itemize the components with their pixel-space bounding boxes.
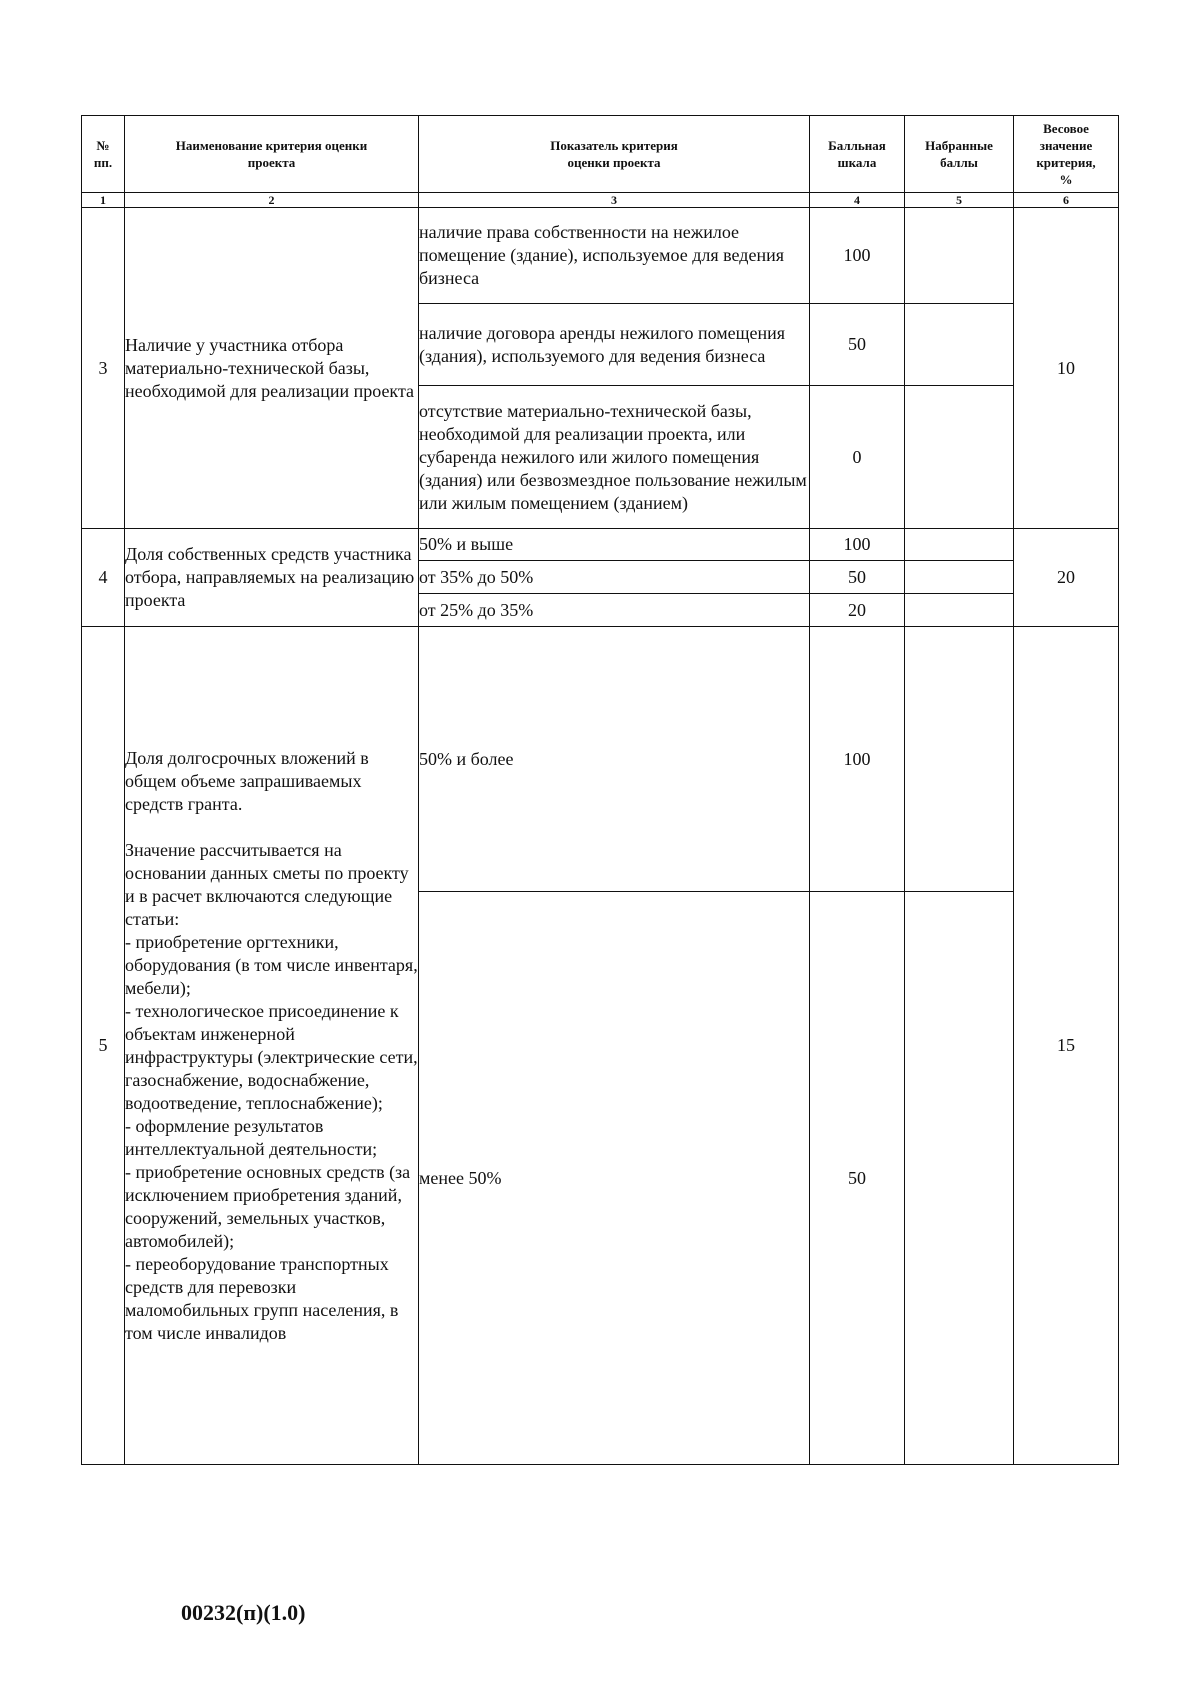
header-indicator: Показатель критерия оценки проекта xyxy=(419,116,810,193)
header-scored: Набранные баллы xyxy=(905,116,1014,193)
scored-points-cell xyxy=(905,304,1014,386)
criterion-name: Наличие у участника отбора материально-технической базы, необходимой для реализации проекта xyxy=(125,208,419,529)
indicator-text: наличие договора аренды нежилого помещения (здания), используемого для ведения бизнеса xyxy=(419,304,810,386)
table-row xyxy=(82,627,1119,892)
header-row xyxy=(82,116,1119,193)
criterion-name: Доля долгосрочных вложений в общем объеме запрашиваемых средств гранта. Значение рассчитывается на основании данных сметы по проекту и в расчет включаются следующие статьи: - приобретение оргтехники, оборудования (в том числе инвентаря, мебели); - технологическое присоединение к объектам инженерной инфраструктуры (электрические сети, газоснабжение, водоснабжение, водоотведение, теплоснабжение); - оформление результатов интеллектуальной деятельности; - приобретение основных средств (за исключением приобретения зданий, сооружений, земельных участков, автомобилей); - переоборудование транспортных средств для перевозки маломобильных групп населения, в том числе инвалидов xyxy=(125,627,419,1465)
criteria-table xyxy=(81,115,1119,1465)
column-number: 4 xyxy=(810,193,905,208)
document-code: 00232(п)(1.0) xyxy=(181,1600,306,1625)
column-number: 5 xyxy=(905,193,1014,208)
indicator-text: 50% и более xyxy=(419,627,810,892)
table-row xyxy=(82,208,1119,304)
score-value: 50 xyxy=(810,892,905,1465)
row-number: 5 xyxy=(82,627,125,1465)
header-num: № пп. xyxy=(82,116,125,193)
header-weight: Весовое значение критерия, % xyxy=(1014,116,1119,193)
indicator-text: от 35% до 50% xyxy=(419,561,810,594)
indicator-text: наличие права собственности на нежилое помещение (здание), используемое для ведения бизнеса xyxy=(419,208,810,304)
scored-points-cell xyxy=(905,627,1014,892)
scored-points-cell xyxy=(905,561,1014,594)
column-number: 6 xyxy=(1014,193,1119,208)
scored-points-cell xyxy=(905,386,1014,529)
score-value: 100 xyxy=(810,208,905,304)
score-value: 100 xyxy=(810,529,905,561)
indicator-text: отсутствие материально-технической базы, необходимой для реализации проекта, или субаренда нежилого или жилого помещения (здания) или безвозмездное пользование нежилым или жилым помещением (зданием) xyxy=(419,386,810,529)
table-row xyxy=(82,529,1119,561)
scored-points-cell xyxy=(905,594,1014,627)
row-number: 3 xyxy=(82,208,125,529)
weight-value: 15 xyxy=(1014,627,1119,1465)
column-number: 1 xyxy=(82,193,125,208)
weight-value: 10 xyxy=(1014,208,1119,529)
score-value: 20 xyxy=(810,594,905,627)
column-number: 2 xyxy=(125,193,419,208)
weight-value: 20 xyxy=(1014,529,1119,627)
header-scale: Балльная шкала xyxy=(810,116,905,193)
column-number-row xyxy=(82,193,1119,208)
score-value: 0 xyxy=(810,386,905,529)
header-criterion: Наименование критерия оценки проекта xyxy=(125,116,419,193)
score-value: 50 xyxy=(810,561,905,594)
row-number: 4 xyxy=(82,529,125,627)
indicator-text: 50% и выше xyxy=(419,529,810,561)
indicator-text: от 25% до 35% xyxy=(419,594,810,627)
column-number: 3 xyxy=(419,193,810,208)
scored-points-cell xyxy=(905,892,1014,1465)
scored-points-cell xyxy=(905,208,1014,304)
scored-points-cell xyxy=(905,529,1014,561)
score-value: 100 xyxy=(810,627,905,892)
indicator-text: менее 50% xyxy=(419,892,810,1465)
score-value: 50 xyxy=(810,304,905,386)
criterion-name: Доля собственных средств участника отбора, направляемых на реализацию проекта xyxy=(125,529,419,627)
